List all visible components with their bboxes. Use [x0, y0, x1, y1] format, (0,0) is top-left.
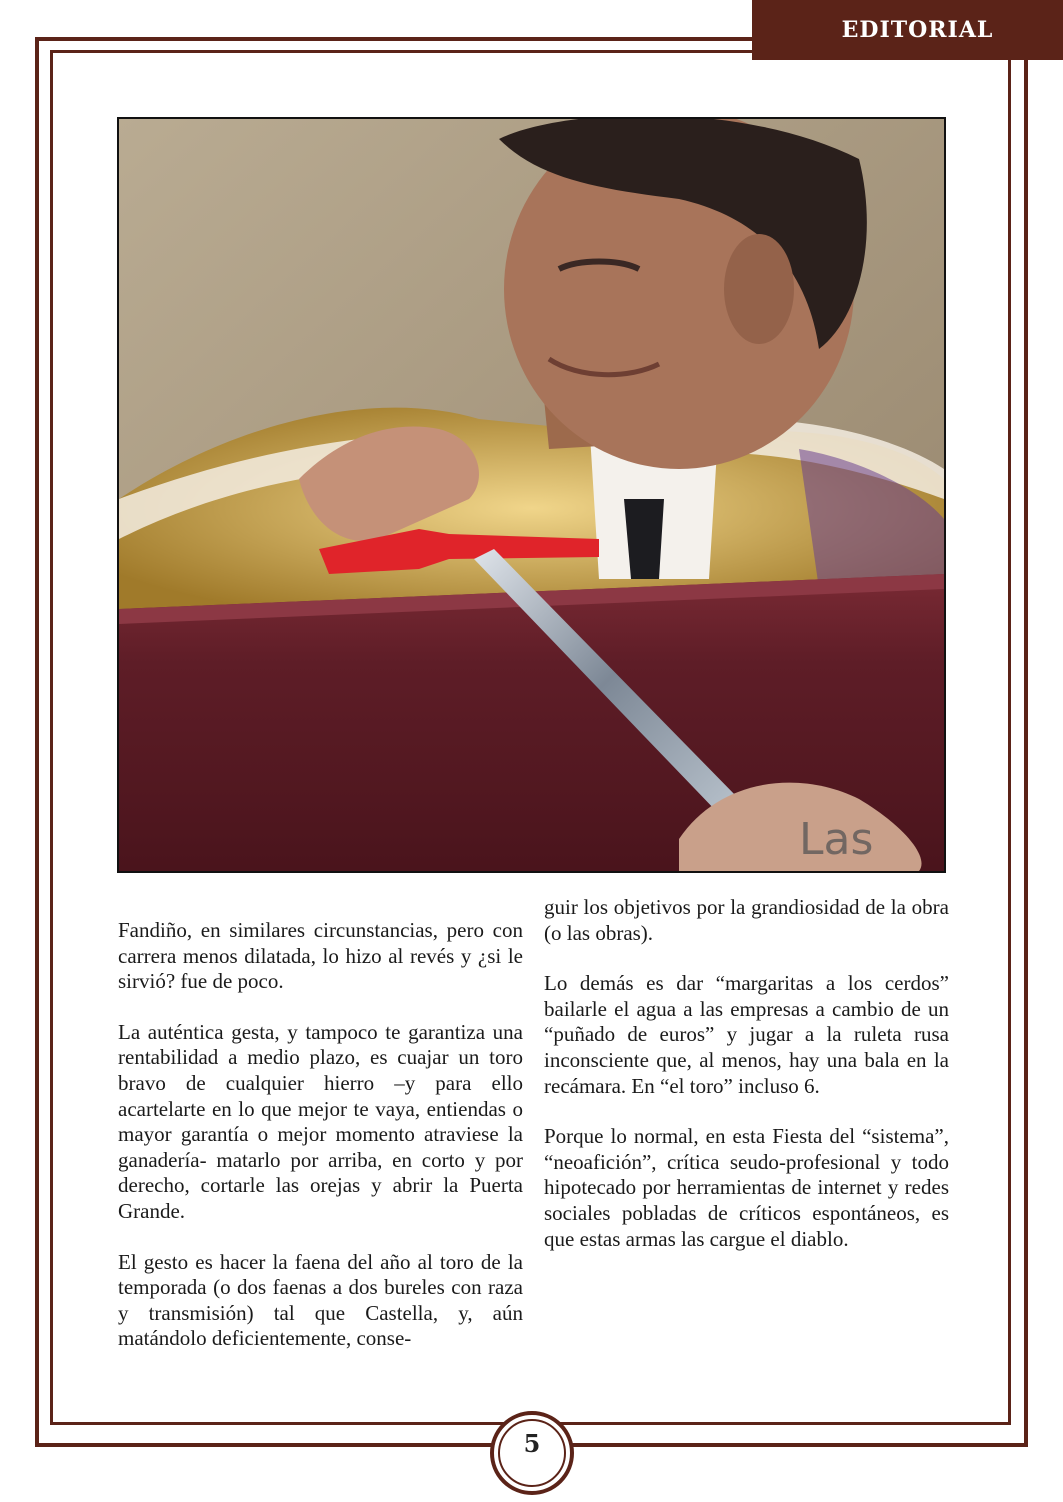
bullfighter-photo	[117, 117, 946, 873]
section-label: EDITORIAL	[752, 0, 1063, 60]
article-right-column	[544, 895, 949, 1277]
paragraph: Lo demás es dar “margaritas a los cerdos” bailarle el agua a las empresas a cambio de un “puñado de euros” y jugar a la ruleta rusa inconsciente que, al menos, hay una bala en la recámara. En “el toro” incluso 6.	[544, 971, 949, 1098]
paragraph: La auténtica gesta, y tampoco te garantiza una rentabilidad a medio plazo, es cuajar un toro bravo de cualquier hierro –y para ello acartelarte en lo que mejor te vaya, entiendas o mayor garantía o mejor momento atraviese la ganadería- matarlo por arriba, en corto y por derecho, cortarle las orejas y abrir la Puerta Grande.	[118, 1019, 523, 1223]
photo-illustration	[119, 119, 944, 871]
photo-watermark: Las	[799, 814, 874, 865]
paragraph: El gesto es hacer la faena del año al toro de la temporada (o dos faenas a dos bureles con raza y transmisión) tal que Castella, y, aún matándolo deficientemente, conse-	[118, 1249, 523, 1351]
paragraph: guir los objetivos por la grandiosidad de la obra (o las obras).	[544, 895, 949, 945]
page-number-badge	[488, 1409, 576, 1497]
paragraph: Fandiño, en similares circunstancias, pero con carrera menos dilatada, lo hizo al revés y ¿si le sirvió? fue de poco.	[118, 918, 523, 994]
page-number: 5	[523, 1429, 541, 1458]
paragraph: Porque lo normal, en esta Fiesta del “sistema”, “neoafición”, crítica seudo-profesional y todo hipotecado por herramientas de internet y redes sociales pobladas de críticos espontáneos, es que estas armas las cargue el diablo.	[544, 1124, 949, 1251]
article-left-column	[118, 918, 523, 1377]
